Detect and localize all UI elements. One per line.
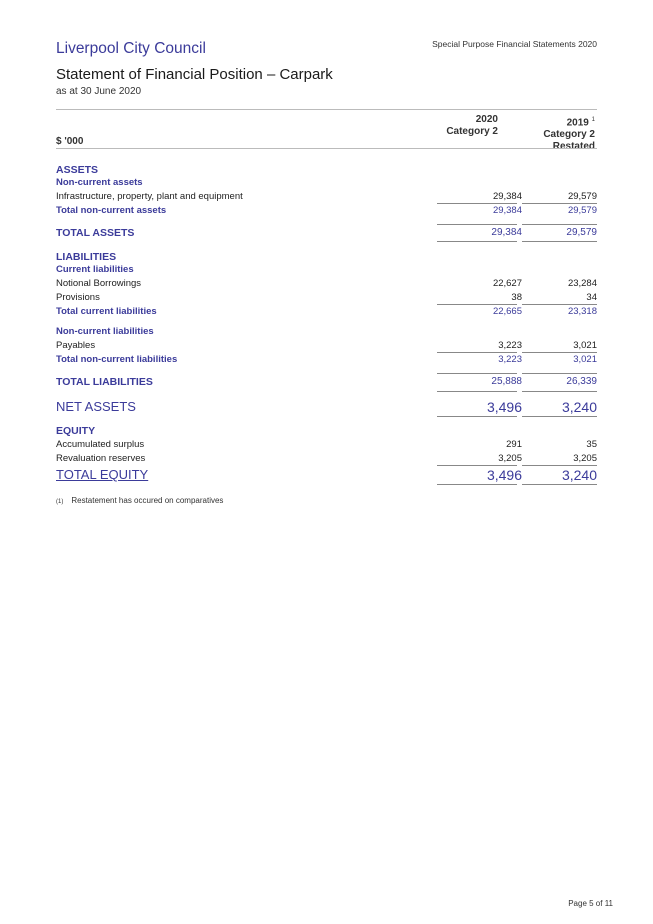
assets-heading: ASSETS	[56, 164, 99, 176]
column-2019-year: 2019	[566, 117, 589, 129]
header-divider	[56, 148, 597, 149]
rule	[522, 352, 597, 353]
document-set-title: Special Purpose Financial Statements 2020	[432, 39, 597, 49]
rule	[437, 416, 517, 417]
rule	[522, 465, 597, 466]
table-row-total-non-current-assets: Total non-current assets 29,384 29,579	[56, 205, 597, 216]
column-header-2020	[408, 114, 498, 138]
rule	[522, 484, 597, 485]
rule	[437, 391, 517, 392]
table-row-total-equity: TOTAL EQUITY 3,496 3,240	[56, 467, 597, 483]
table-row-provisions: Provisions 38 34	[56, 292, 597, 303]
rule	[437, 352, 517, 353]
table-row-ippe: Infrastructure, property, plant and equipment 29,384 29,579	[56, 191, 597, 202]
top-divider	[56, 109, 597, 110]
footnote-text: Restatement has occured on comparatives	[71, 496, 224, 505]
column-2019-year-line	[505, 114, 595, 129]
non-current-assets-heading: Non-current assets	[56, 177, 143, 188]
footnote-marker: (1)	[56, 499, 64, 505]
rule	[437, 224, 517, 225]
current-liabilities-heading: Current liabilities	[56, 264, 134, 275]
table-row-total-assets: TOTAL ASSETS 29,384 29,579	[56, 227, 597, 239]
non-current-liabilities-heading: Non-current liabilities	[56, 326, 154, 337]
rule	[437, 304, 517, 305]
rule	[522, 241, 597, 242]
table-row-total-current-liabilities: Total current liabilities 22,665 23,318	[56, 306, 597, 317]
equity-heading: EQUITY	[56, 425, 96, 437]
column-2019-note-marker: 1	[591, 117, 595, 123]
rule	[522, 203, 597, 204]
column-2019-category: Category 2	[543, 129, 595, 141]
rule	[522, 391, 597, 392]
rule	[522, 224, 597, 225]
page-number: Page 5 of 11	[568, 899, 613, 908]
table-row-notional-borrowings: Notional Borrowings 22,627 23,284	[56, 278, 597, 289]
column-2020-category: Category 2	[446, 126, 498, 137]
table-row-accumulated-surplus: Accumulated surplus 291 35	[56, 439, 597, 450]
rule	[437, 241, 517, 242]
column-2020-year: 2020	[475, 114, 498, 125]
column-2019-restated: Restated	[552, 141, 595, 153]
rule	[437, 373, 517, 374]
rule	[437, 465, 517, 466]
table-row-payables: Payables 3,223 3,021	[56, 340, 597, 351]
rule	[522, 416, 597, 417]
rule	[437, 484, 517, 485]
table-row-total-liabilities: TOTAL LIABILITIES 25,888 26,339	[56, 376, 597, 388]
unit-label: $ '000	[56, 136, 84, 147]
table-row-total-non-current-liabilities: Total non-current liabilities 3,223 3,021	[56, 354, 597, 365]
table-row-revaluation-reserves: Revaluation reserves 3,205 3,205	[56, 453, 597, 464]
statement-date: as at 30 June 2020	[56, 86, 142, 97]
statement-title: Statement of Financial Position – Carpark	[56, 66, 333, 83]
organization-name: Liverpool City Council	[56, 40, 206, 57]
rule	[522, 304, 597, 305]
liabilities-heading: LIABILITIES	[56, 251, 117, 263]
table-row-net-assets: NET ASSETS 3,496 3,240	[56, 399, 597, 415]
footnote	[56, 496, 223, 505]
rule	[522, 373, 597, 374]
rule	[437, 203, 517, 204]
